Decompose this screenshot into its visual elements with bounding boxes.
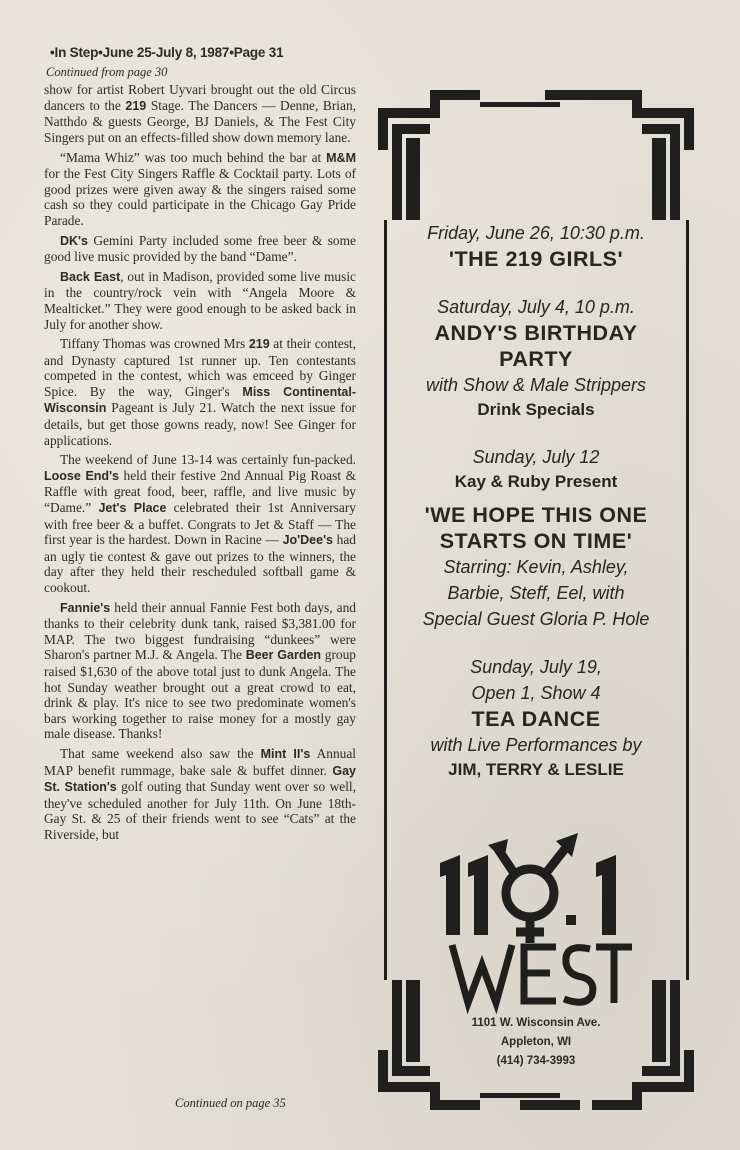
- club-logo: [432, 815, 642, 1015]
- bar-name: Mint II's: [260, 746, 311, 761]
- event-date: Sunday, July 19,: [470, 657, 602, 677]
- paragraph: “Mama Whiz” was too much behind the bar at M&M for the Fest City Singers Raffle & Cocktail party. Lots of good prizes were given away & the singers raised some cash so they could participate in the Chicago Gay Pride Parade.: [44, 149, 356, 228]
- paragraph: show for artist Robert Uyvari brought out the old Circus dancers to the 219 Stage. The Dancers — Denne, Brian, Natthdo & guests George, BJ Daniels, & The Fest City Singers put on an effects-filled show down memory lane.: [44, 82, 356, 145]
- event-date: Friday, June 26, 10:30 p.m.: [427, 223, 645, 243]
- event-title: ANDY'S BIRTHDAY: [434, 321, 638, 345]
- event-date: Open 1, Show 4: [471, 683, 601, 703]
- event-title: STARTS ON TIME': [439, 529, 633, 553]
- event-219-girls: [390, 220, 682, 272]
- address-street: 1101 W. Wisconsin Ave.: [471, 1017, 601, 1029]
- club-address: [430, 1014, 642, 1071]
- event-subtitle: with Live Performances by: [430, 735, 642, 755]
- paragraph: Fannie's held their annual Fannie Fest both days, and thanks to their celebrity dunk tank, raised $3,381.00 for MAP. The two biggest fundraising “dunkees” were Sharon's partner M.J. & Angela. The Beer Garden group raised $1,630 of the above total just to dunk Angela. The hot Sunday weather brought out a great crowd to eat, drink & play. It's nice to see two predominate women's bars working together to raise money for a mostly gay male disease. Thanks!: [44, 599, 356, 742]
- bar-name: 219: [248, 337, 270, 352]
- event-we-hope: [390, 444, 682, 632]
- bar-name: Gay St. Station's: [44, 763, 356, 795]
- ad-events: [390, 220, 682, 798]
- continued-on: Continued on page 35: [175, 1096, 286, 1110]
- bar-name: Jet's Place: [98, 501, 167, 516]
- event-title: TEA DANCE: [471, 707, 601, 731]
- event-title: 'WE HOPE THIS ONE: [424, 503, 648, 527]
- paragraph: Tiffany Thomas was crowned Mrs 219 at their contest, and Dynasty captured 1st runner up. Ten contestants competed in the contest, which was emceed by Ginger Spice. By the way, Ginger's Miss Continental-Wisconsin Pageant is July 21. Watch the next issue for details, but get those gowns ready, now! See Ginger for applications.: [44, 336, 356, 448]
- event-title: 'THE 219 GIRLS': [448, 247, 624, 271]
- bar-name: Back East: [60, 269, 121, 284]
- event-performers: JIM, TERRY & LESLIE: [448, 760, 624, 779]
- article-column: [44, 45, 356, 847]
- bar-name: 219: [125, 98, 147, 113]
- paragraph: That same weekend also saw the Mint II's Annual MAP benefit rummage, bake sale & buffet dinner. Gay St. Station's golf outing that Sunday went over so well, they've scheduled another for July 11th. On June 18th- Gay St. & 25 of their friends went to see “Cats” at the Riverside, but: [44, 745, 357, 842]
- advertisement-box: [370, 80, 702, 1120]
- event-presenter: Kay & Ruby Present: [454, 472, 618, 491]
- bar-name: Miss Continental-Wisconsin: [44, 384, 356, 416]
- event-cast: Special Guest Gloria P. Hole: [422, 609, 650, 629]
- event-title: PARTY: [499, 347, 573, 371]
- event-date: Sunday, July 12: [472, 447, 600, 467]
- event-tea-dance: [390, 654, 682, 782]
- page-header: •In Step•June 25-July 8, 1987•Page 31: [50, 45, 284, 60]
- continued-from: Continued from page 30: [46, 64, 168, 79]
- paragraph: The weekend of June 13-14 was certainly fun-packed. Loose End's held their festive 2nd Annual Pig Roast & Raffle with great food, beer, raffle, and live music by “Dame.” Jet's Place celebrated their 1st Anniversary with free beer & a buffet. Congrats to Jet & Staff — The first year is the hardest. Down in Racine — Jo'Dee's had an ugly tie contest & gave out prizes to the winners, the day after they held their rescheduled softball game & cookout.: [44, 452, 356, 595]
- logo-graphic: [432, 815, 642, 1015]
- address-phone: (414) 734-3993: [496, 1055, 576, 1067]
- bar-name: Beer Garden: [245, 648, 322, 663]
- event-cast: Barbie, Steff, Eel, with: [447, 583, 625, 603]
- paragraph: DK's Gemini Party included some free beer & some good live music provided by the band “Dame”.: [44, 232, 356, 265]
- event-cast: Starring: Kevin, Ashley,: [443, 557, 629, 577]
- paragraph: Back East, out in Madison, provided some live music in the country/rock vein with “Angela Moore & Mealticket.” They were good enough to be asked back in July for another show.: [44, 268, 356, 332]
- event-andys-birthday: [390, 294, 682, 422]
- bar-name: M&M: [326, 150, 356, 165]
- event-extra: Drink Specials: [477, 400, 595, 419]
- bar-name: Jo'Dee's: [282, 533, 333, 548]
- event-date: Saturday, July 4, 10 p.m.: [437, 297, 635, 317]
- bar-name: DK's: [60, 233, 88, 248]
- bar-name: Fannie's: [60, 600, 111, 615]
- bar-name: Loose End's: [44, 468, 119, 483]
- address-city: Appleton, WI: [500, 1036, 572, 1048]
- event-subtitle: with Show & Male Strippers: [425, 375, 647, 395]
